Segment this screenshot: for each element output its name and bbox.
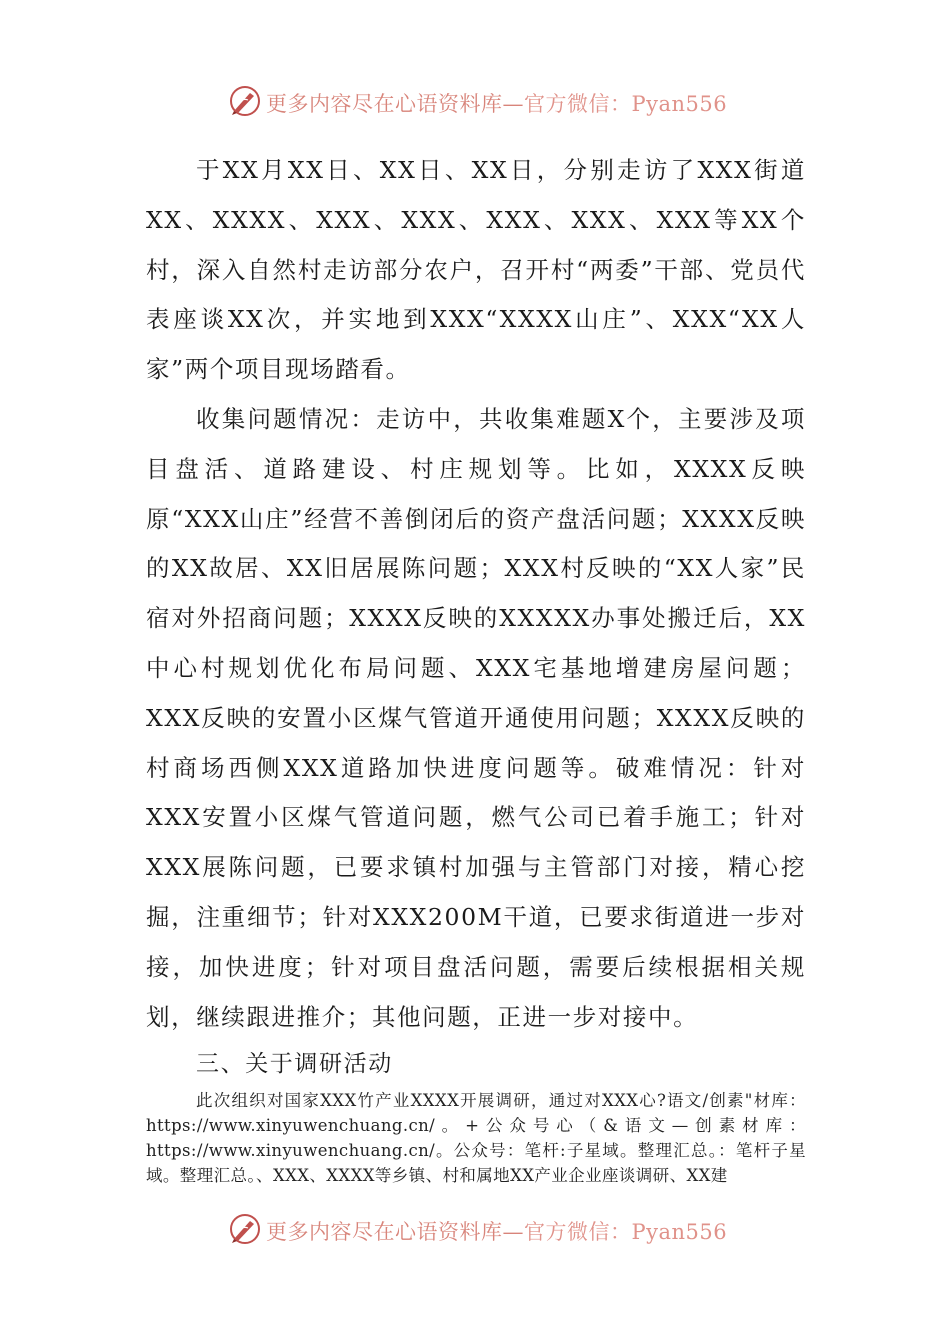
pen-logo-icon xyxy=(228,1212,262,1246)
banner-wechat: 官方微信：Pyan556 xyxy=(524,1220,728,1244)
section-heading: 三、关于调研活动 xyxy=(196,1051,393,1078)
paragraph-visits: 于XX月XX日、XX日、XX日，分别走访了XXX街道XX、XXXX、XXX、XXX、XXX、XXX、XXX等XX个村，深入自然村走访部分农户，召开村“两委”干部、党员代表座谈XX次，并实地到XXX“XXXX山庄”、XXX“XX人家”两个项目现场踏看。 xyxy=(146,156,806,384)
footer-banner xyxy=(0,1210,950,1250)
banner-slogan: 更多内容尽在心语资料库 xyxy=(266,1220,503,1244)
banner-slogan: 更多内容尽在心语资料库 xyxy=(266,92,503,116)
header-banner xyxy=(0,82,950,122)
banner-dash: — xyxy=(502,1220,524,1244)
pen-logo-icon xyxy=(228,84,262,118)
banner-text xyxy=(266,88,727,118)
banner-text xyxy=(266,1216,727,1246)
banner-wechat: 官方微信：Pyan556 xyxy=(524,92,728,116)
paragraph-issues: 收集问题情况：走访中，共收集难题X个，主要涉及项目盘活、道路建设、村庄规划等。比如，XXXX反映原“XXX山庄”经营不善倒闭后的资产盘活问题；XXXX反映的XX故居、XX旧居展陈问题；XXX村反映的“XX人家”民宿对外招商问题；XXXX反映的XXXXX办事处搬迁后，XX中心村规划优化布局问题、XXX宅基地增建房屋问题；XXX反映的安置小区煤气管道开通使用问题；XXXX反映的村商场西侧XXX道路加快进度问题等。破难情况：针对XXX安置小区煤气管道问题，燃气公司已着手施工；针对XXX展陈问题，已要求镇村加强与主管部门对接，精心挖掘，注重细节；针对XXX200M干道，已要求街道进一步对接，加快进度；针对项目盘活问题，需要后续根据相关规划，继续跟进推介；其他问题，正进一步对接中。 xyxy=(146,404,806,1031)
document-body xyxy=(146,146,806,1188)
paragraph-research: 此次组织对国家XXX竹产业XXXX开展调研，通过对XXX心?语文/创素"材库：https://www.xinyuwenchuang.cn/。+公众号心（&语文—创素材库：https://www.xinyuwenchuang.cn/。公众号：笔杆:子星域。整理汇总。：笔杆子星域。整理汇总。、XXX、XXXX等乡镇、村和属地XX产业企业座谈调研、XX建 xyxy=(146,1091,806,1186)
banner-dash: — xyxy=(502,92,524,116)
